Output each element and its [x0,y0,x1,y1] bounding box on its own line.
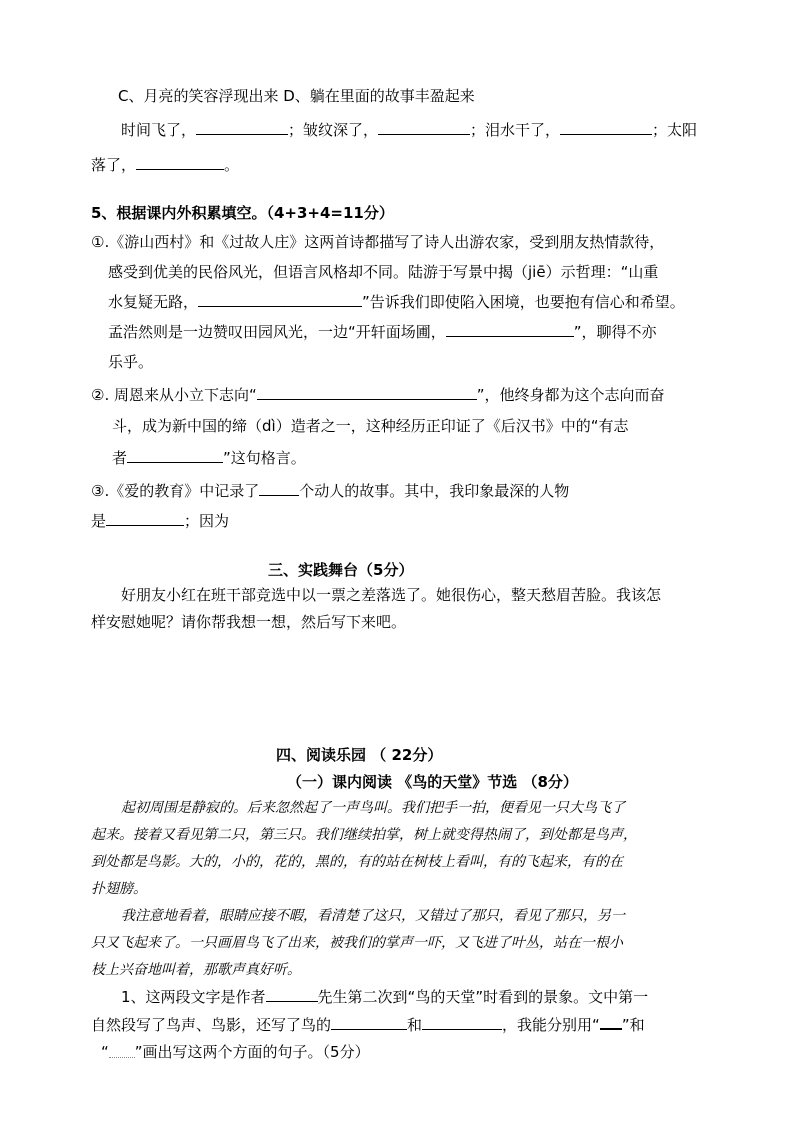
wavy-underline-icon [109,1047,135,1058]
q5-p3-line [91,511,229,531]
question-1-line [121,987,648,1007]
reading-line: 扑翅膀。 [91,881,147,897]
text: 落了， [91,156,137,174]
section-3-title: 三、实践舞台（5分） [268,561,414,579]
section-3-line: 样安慰她呢？请你帮我想一想，然后写下来吧。 [91,613,407,631]
text: ”这句格言。 [223,449,306,467]
text: 者 [112,449,128,467]
question-1-line [101,1042,370,1062]
text: 1、这两段文字是作者 [121,988,266,1006]
text: 是 [91,512,107,530]
q5-p1-line: ①.《游山西村》和《过故人庄》这两首诗都描写了诗人出游农家，受到朋友热情款待， [91,233,665,251]
reading-line: 起初周围是静寂的。后来忽然起了一声鸟叫。我们把手一拍，便看见一只大鸟飞了 [121,800,625,816]
options-line: C、月亮的笑容浮现出来 D、躺在里面的故事丰盈起来 [118,87,475,105]
reading-line: 只又飞起来了。一只画眉鸟飞了出来，被我们的掌声一吓，又飞进了叶丛，站在一根小 [91,935,623,951]
text: ”画出写这两个方面的句子。（5分） [134,1043,370,1061]
q5-p2-line [91,385,665,405]
text: 自然段写了鸟声、鸟影，还写了鸟的 [91,1016,332,1034]
text: ；皱纹深了， [288,121,379,139]
text: 个动人的故事。其中，我印象最深的人物 [299,482,570,500]
text: ；因为 [184,512,230,530]
section-4-title: 四、阅读乐园 （ 22分） [276,746,443,764]
reading-line: 我注意地看着，眼睛应接不暇，看清楚了这只，又错过了那只，看见了那只，另一 [121,908,625,924]
blank[interactable] [106,511,184,526]
blank[interactable] [198,292,362,307]
q5-p1-line: 感受到优美的民俗风光，但语言风格却不同。陆游于写景中揭（jiē）示哲理：“山重 [108,263,659,281]
text: ”，他终身都为这个志向而奋 [476,386,665,404]
text: 先生第二次到“鸟的天堂”时看到的景象。文中第一 [317,988,649,1006]
blank[interactable] [136,155,224,170]
blank[interactable] [331,1015,407,1030]
straight-underline-icon [600,1016,622,1030]
text: ，我能分别用“ [502,1016,600,1034]
blank[interactable] [257,385,477,400]
q5-p2-line: 斗，成为新中国的缔（dì）造者之一，这种经历正印证了《后汉书》中的“有志 [112,417,629,435]
q5-title: 5、根据课内外积累填空。（4+3+4=11分） [91,204,394,222]
section-3-line: 好朋友小红在班干部竞选中以一票之差落选了。她很伤心，整天愁眉苦脸。我该怎 [121,586,662,604]
question-1-line [91,1015,645,1035]
text: ；泪水干了， [470,121,561,139]
text: ③.《爱的教育》中记录了 [91,482,260,500]
fill-line-2 [91,155,239,175]
text: 孟浩然则是一边赞叹田园风光，一边“开轩面场圃， [108,323,446,341]
q5-p3-line [91,481,569,501]
blank[interactable] [446,322,574,337]
text: 和 [407,1016,423,1034]
text: ”，聊得不亦 [573,323,657,341]
text: 。 [224,156,240,174]
blank[interactable] [266,987,318,1002]
reading-line: 枝上兴奋地叫着，那歌声真好听。 [91,962,301,978]
blank[interactable] [196,120,288,135]
text: 水复疑无路， [108,293,199,311]
q5-p1-line [108,322,657,342]
text: “ [101,1043,109,1061]
text: ；太阳 [652,121,698,139]
fill-line-1 [121,120,697,140]
q5-p1-line [108,292,685,312]
blank[interactable] [127,448,223,463]
text: ”和 [621,1016,645,1034]
blank[interactable] [378,120,470,135]
blank[interactable] [560,120,652,135]
blank[interactable] [422,1015,502,1030]
blank[interactable] [259,481,299,496]
text: ②. 周恩来从小立下志向“ [91,386,257,404]
q5-p1-line: 乐乎。 [108,353,154,371]
reading-line: 起来。接着又看见第二只，第三只。我们继续拍掌，树上就变得热闹了，到处都是鸟声， [91,827,637,843]
text: 时间飞了， [121,121,197,139]
section-4-subtitle: （一）课内阅读 《鸟的天堂》节选 （8分） [287,773,578,791]
reading-line: 到处都是鸟影。大的，小的，花的，黑的，有的站在树枝上看叫，有的飞起来，有的在 [91,854,623,870]
text: ”告诉我们即使陷入困境，也要抱有信心和希望。 [362,293,685,311]
q5-p2-line [112,448,306,468]
